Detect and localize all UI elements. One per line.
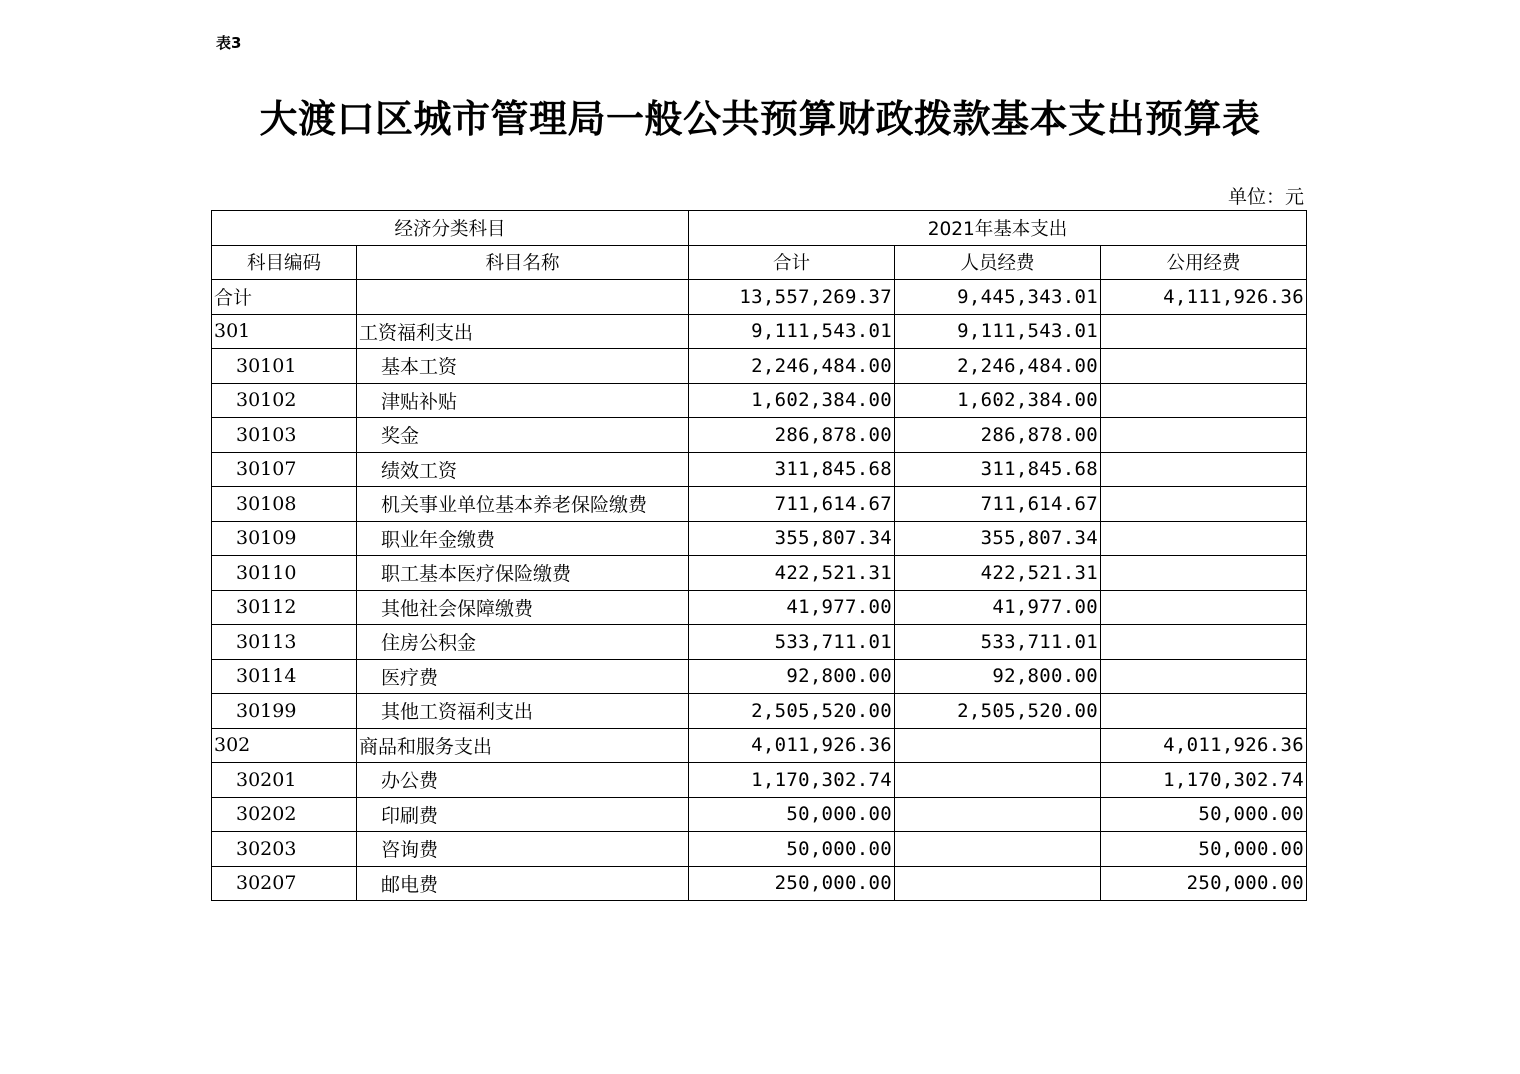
- cell-code: 301: [212, 314, 357, 349]
- cell-total: 13,557,269.37: [689, 280, 895, 315]
- page-title: 大渡口区城市管理局一般公共预算财政拨款基本支出预算表: [259, 97, 1261, 141]
- header-economic-classification: 经济分类科目: [212, 211, 689, 246]
- cell-total: 286,878.00: [689, 418, 895, 453]
- table-row: [212, 487, 1307, 522]
- cell-code: 30110: [212, 556, 357, 591]
- cell-personnel: 355,807.34: [895, 521, 1101, 556]
- cell-total: 50,000.00: [689, 832, 895, 867]
- table-row: [212, 314, 1307, 349]
- cell-personnel: [895, 797, 1101, 832]
- cell-code: 30201: [212, 763, 357, 798]
- cell-public: [1101, 418, 1307, 453]
- table-row: [212, 728, 1307, 763]
- table-row: [212, 625, 1307, 660]
- cell-public: [1101, 314, 1307, 349]
- cell-total: 2,246,484.00: [689, 349, 895, 384]
- cell-code: 30109: [212, 521, 357, 556]
- cell-name: 职工基本医疗保险缴费: [357, 556, 689, 591]
- cell-public: 1,170,302.74: [1101, 763, 1307, 798]
- cell-public: 4,011,926.36: [1101, 728, 1307, 763]
- cell-code: 30103: [212, 418, 357, 453]
- cell-total: 9,111,543.01: [689, 314, 895, 349]
- cell-total: 2,505,520.00: [689, 694, 895, 729]
- cell-personnel: 422,521.31: [895, 556, 1101, 591]
- cell-code: 30202: [212, 797, 357, 832]
- table-row: [212, 383, 1307, 418]
- cell-name: 其他工资福利支出: [357, 694, 689, 729]
- cell-code: 30112: [212, 590, 357, 625]
- cell-total: 1,170,302.74: [689, 763, 895, 798]
- cell-code: 30101: [212, 349, 357, 384]
- table-body: [212, 280, 1307, 901]
- cell-personnel: [895, 728, 1101, 763]
- cell-total: 711,614.67: [689, 487, 895, 522]
- cell-total: 355,807.34: [689, 521, 895, 556]
- header-basic-expenditure-2021: 2021年基本支出: [689, 211, 1307, 246]
- cell-public: 250,000.00: [1101, 866, 1307, 901]
- cell-code: 30107: [212, 452, 357, 487]
- cell-name: 咨询费: [357, 832, 689, 867]
- cell-total: 250,000.00: [689, 866, 895, 901]
- table-number-label: 表3: [216, 34, 242, 52]
- cell-personnel: 311,845.68: [895, 452, 1101, 487]
- cell-total: 533,711.01: [689, 625, 895, 660]
- table-row: [212, 280, 1307, 315]
- table-row: [212, 349, 1307, 384]
- cell-public: [1101, 659, 1307, 694]
- cell-personnel: 1,602,384.00: [895, 383, 1101, 418]
- cell-name: 绩效工资: [357, 452, 689, 487]
- cell-personnel: 711,614.67: [895, 487, 1101, 522]
- cell-name: 住房公积金: [357, 625, 689, 660]
- table-row: [212, 832, 1307, 867]
- cell-public: [1101, 556, 1307, 591]
- cell-personnel: 9,111,543.01: [895, 314, 1101, 349]
- table-row: [212, 659, 1307, 694]
- cell-public: [1101, 625, 1307, 660]
- cell-total: 1,602,384.00: [689, 383, 895, 418]
- cell-public: [1101, 590, 1307, 625]
- cell-personnel: 9,445,343.01: [895, 280, 1101, 315]
- table-row: [212, 797, 1307, 832]
- cell-name: 津贴补贴: [357, 383, 689, 418]
- unit-label: 单位：元: [1227, 186, 1304, 208]
- cell-public: [1101, 487, 1307, 522]
- header-column-row: [212, 245, 1307, 280]
- cell-name: 医疗费: [357, 659, 689, 694]
- cell-name: 工资福利支出: [357, 314, 689, 349]
- cell-name: 职业年金缴费: [357, 521, 689, 556]
- cell-total: 311,845.68: [689, 452, 895, 487]
- header-total: 合计: [689, 245, 895, 280]
- table-row: [212, 590, 1307, 625]
- cell-name: 奖金: [357, 418, 689, 453]
- cell-name: 机关事业单位基本养老保险缴费: [357, 487, 689, 522]
- cell-public: 50,000.00: [1101, 797, 1307, 832]
- cell-personnel: 2,505,520.00: [895, 694, 1101, 729]
- cell-personnel: [895, 866, 1101, 901]
- cell-personnel: [895, 832, 1101, 867]
- cell-code: 30108: [212, 487, 357, 522]
- header-group-row: [212, 211, 1307, 246]
- table-row: [212, 418, 1307, 453]
- cell-personnel: 41,977.00: [895, 590, 1101, 625]
- cell-code: 30207: [212, 866, 357, 901]
- cell-name: 基本工资: [357, 349, 689, 384]
- budget-table: [211, 210, 1307, 901]
- cell-code: 30114: [212, 659, 357, 694]
- table-row: [212, 866, 1307, 901]
- table-row: [212, 556, 1307, 591]
- table-row: [212, 521, 1307, 556]
- cell-personnel: 533,711.01: [895, 625, 1101, 660]
- cell-total: 50,000.00: [689, 797, 895, 832]
- cell-public: [1101, 452, 1307, 487]
- cell-public: [1101, 521, 1307, 556]
- cell-code: 30102: [212, 383, 357, 418]
- table-row: [212, 694, 1307, 729]
- cell-total: 422,521.31: [689, 556, 895, 591]
- header-public: 公用经费: [1101, 245, 1307, 280]
- cell-public: [1101, 349, 1307, 384]
- cell-personnel: 286,878.00: [895, 418, 1101, 453]
- cell-public: 50,000.00: [1101, 832, 1307, 867]
- header-personnel: 人员经费: [895, 245, 1101, 280]
- cell-code: 30113: [212, 625, 357, 660]
- cell-name: 办公费: [357, 763, 689, 798]
- cell-name: 邮电费: [357, 866, 689, 901]
- cell-total: 4,011,926.36: [689, 728, 895, 763]
- cell-total: 92,800.00: [689, 659, 895, 694]
- cell-name: 商品和服务支出: [357, 728, 689, 763]
- cell-personnel: 2,246,484.00: [895, 349, 1101, 384]
- cell-name: [357, 280, 689, 315]
- cell-code: 30203: [212, 832, 357, 867]
- cell-code: 30199: [212, 694, 357, 729]
- cell-public: [1101, 694, 1307, 729]
- cell-public: [1101, 383, 1307, 418]
- cell-code: 302: [212, 728, 357, 763]
- header-code: 科目编码: [212, 245, 357, 280]
- cell-name: 印刷费: [357, 797, 689, 832]
- cell-total: 41,977.00: [689, 590, 895, 625]
- cell-public: 4,111,926.36: [1101, 280, 1307, 315]
- cell-personnel: [895, 763, 1101, 798]
- table-row: [212, 452, 1307, 487]
- header-name: 科目名称: [357, 245, 689, 280]
- table-row: [212, 763, 1307, 798]
- cell-name: 其他社会保障缴费: [357, 590, 689, 625]
- cell-code: 合计: [212, 280, 357, 315]
- cell-personnel: 92,800.00: [895, 659, 1101, 694]
